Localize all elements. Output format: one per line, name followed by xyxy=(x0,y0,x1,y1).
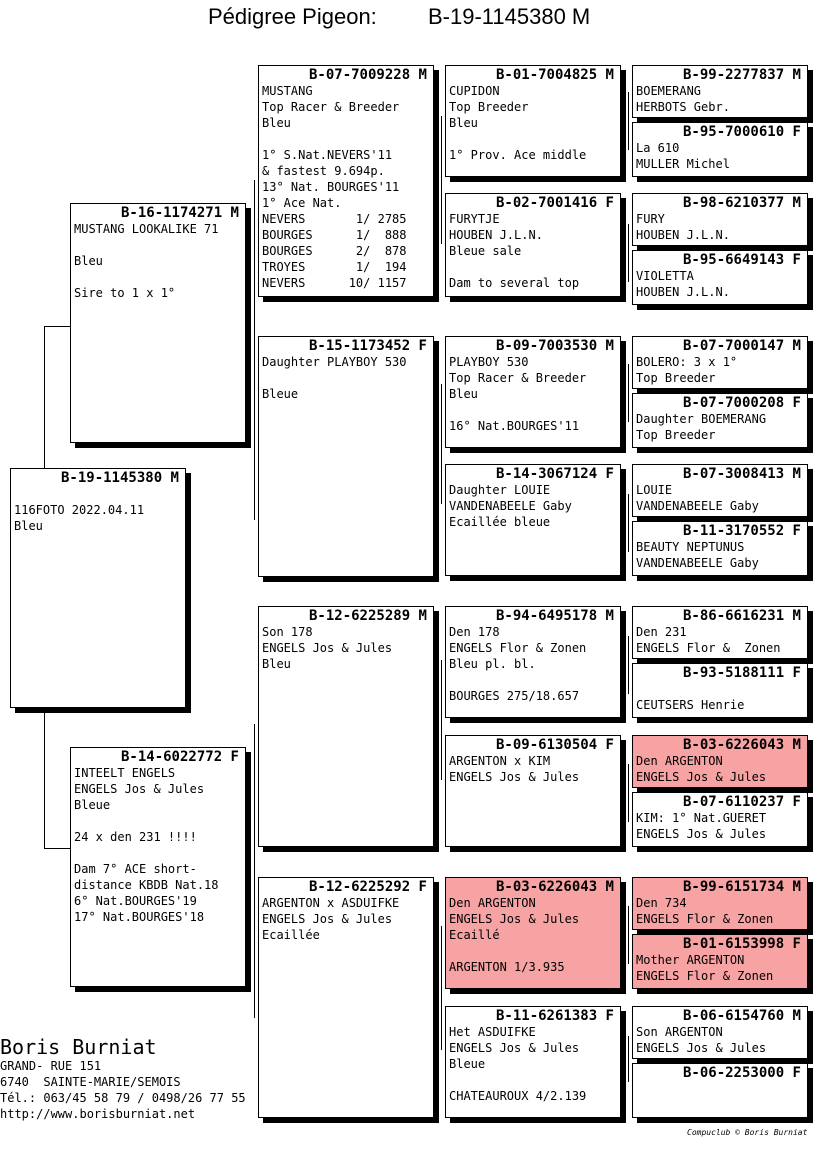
detail-line: ENGELS Jos & Jules xyxy=(262,641,393,655)
detail-line: Top Breeder xyxy=(636,371,716,385)
ring-number: B-02-7001416 F xyxy=(495,195,614,211)
detail-line xyxy=(636,681,804,697)
pigeon-card-gen4[interactable] xyxy=(632,464,808,517)
detail-line: Bleu xyxy=(449,387,478,401)
detail-line xyxy=(14,486,182,502)
pigeon-card-grandparent[interactable] xyxy=(258,606,434,847)
ring-number: B-14-3067124 F xyxy=(495,466,614,482)
pigeon-details xyxy=(446,354,620,434)
ring-number: B-07-7000208 F xyxy=(682,395,801,411)
ring-number: B-98-6210377 M xyxy=(682,195,801,211)
detail-line xyxy=(74,237,242,253)
pigeon-details xyxy=(633,140,807,172)
detail-line: 24 x den 231 !!!! xyxy=(74,830,197,844)
connector-line xyxy=(44,326,45,468)
detail-line xyxy=(449,1072,617,1088)
pigeon-card-gen4[interactable] xyxy=(632,606,808,659)
detail-line: BEAUTY NEPTUNUS xyxy=(636,540,745,554)
software-credit: Compuclub © Boris Burniat xyxy=(687,1128,808,1137)
ring-number: B-09-7003530 M xyxy=(495,338,614,354)
detail-line: Top Racer & Breeder xyxy=(262,100,400,114)
detail-line: HERBOTS Gebr. xyxy=(636,100,730,114)
detail-line: MUSTANG LOOKALIKE 71 xyxy=(74,222,219,236)
pigeon-details xyxy=(633,753,807,785)
ring-number: B-03-6226043 M xyxy=(495,879,614,895)
detail-line: 13° Nat. BOURGES'11 xyxy=(262,180,400,194)
detail-line: ENGELS Jos & Jules xyxy=(449,912,580,926)
ring-number: B-07-7009228 M xyxy=(308,67,427,83)
detail-line: 1° Prov. Ace middle xyxy=(449,148,587,162)
connector-line xyxy=(254,724,255,1018)
ring-number: B-94-6495178 M xyxy=(495,608,614,624)
detail-line xyxy=(74,845,242,861)
detail-line: 17° Nat.BOURGES'18 xyxy=(74,910,205,924)
connector-line xyxy=(44,326,70,327)
pigeon-card-gen4[interactable] xyxy=(632,1006,808,1059)
detail-line: Bleue sale xyxy=(449,244,522,258)
connector-line xyxy=(441,660,442,780)
ring-number: B-09-6130504 F xyxy=(495,737,614,753)
ring-number: B-14-6022772 F xyxy=(120,749,239,765)
detail-line: ENGELS Flor & Zonen xyxy=(636,969,774,983)
ring-number: B-95-7000610 F xyxy=(682,124,801,140)
detail-line: Den 734 xyxy=(636,896,687,910)
detail-line: Den 231 xyxy=(636,625,687,639)
pigeon-details xyxy=(633,952,807,984)
pigeon-details xyxy=(259,895,433,943)
breeder-address: GRAND- RUE 151 xyxy=(0,1059,102,1073)
pigeon-details xyxy=(633,411,807,443)
detail-line: Son 178 xyxy=(262,625,313,639)
connector-line xyxy=(44,708,45,848)
detail-line: FURY xyxy=(636,212,665,226)
pigeon-details xyxy=(633,354,807,386)
pigeon-card-gen4[interactable] xyxy=(632,877,808,930)
detail-line: CEUTSERS Henrie xyxy=(636,698,745,712)
breeder-city: 6740 SAINTE-MARIE/SEMOIS xyxy=(0,1075,181,1089)
detail-line: PLAYBOY 530 xyxy=(449,355,529,369)
detail-line: MULLER Michel xyxy=(636,157,730,171)
detail-line: BOURGES 1/ 888 xyxy=(262,228,407,242)
connector-line xyxy=(628,636,629,694)
detail-line: 116FOTO 2022.04.11 xyxy=(14,503,145,517)
detail-line: NEVERS 10/ 1157 xyxy=(262,276,407,290)
detail-line: FURYTJE xyxy=(449,212,500,226)
ring-number: B-06-6154760 M xyxy=(682,1008,801,1024)
detail-line: & fastest 9.694p. xyxy=(262,164,385,178)
detail-line: ARGENTON 1/3.935 xyxy=(449,960,565,974)
ring-number: B-07-6110237 F xyxy=(682,794,801,810)
detail-line: Bleue xyxy=(449,1057,486,1071)
ring-number: B-06-2253000 F xyxy=(682,1065,801,1081)
detail-line: 1° Ace Nat. xyxy=(262,196,342,210)
detail-line: BOLERO: 3 x 1° xyxy=(636,355,738,369)
detail-line: Ecaillée bleue xyxy=(449,515,551,529)
detail-line: Bleu xyxy=(262,657,291,671)
pigeon-card-gen4[interactable] xyxy=(632,250,808,305)
pigeon-card-gen4[interactable] xyxy=(632,65,808,118)
detail-line: ARGENTON x KIM xyxy=(449,754,551,768)
ring-number: B-07-3008413 M xyxy=(682,466,801,482)
detail-line: VANDENABEELE Gaby xyxy=(449,499,572,513)
ring-number: B-12-6225292 F xyxy=(308,879,427,895)
detail-line: HOUBEN J.L.N. xyxy=(449,228,543,242)
pigeon-details xyxy=(446,624,620,704)
pigeon-details xyxy=(71,765,245,925)
pigeon-card-dam[interactable] xyxy=(70,747,246,987)
pigeon-details xyxy=(259,83,433,291)
detail-line: La 610 xyxy=(636,141,680,155)
detail-line: Bleue xyxy=(74,798,111,812)
ring-number: B-99-6151734 M xyxy=(682,879,801,895)
detail-line xyxy=(262,370,430,386)
detail-line: Top Breeder xyxy=(449,100,529,114)
ring-number: B-07-7000147 M xyxy=(682,338,801,354)
pigeon-card-great-grandparent[interactable] xyxy=(445,336,621,448)
pigeon-details xyxy=(633,482,807,514)
detail-line: ENGELS Jos & Jules xyxy=(74,782,205,796)
detail-line: Bleue xyxy=(262,387,299,401)
detail-line: ENGELS Flor & Zonen xyxy=(449,641,587,655)
detail-line xyxy=(449,943,617,959)
pigeon-card-great-grandparent[interactable] xyxy=(445,464,621,576)
pigeon-card-subject[interactable] xyxy=(10,468,186,708)
detail-line: ENGELS Jos & Jules xyxy=(636,770,767,784)
pigeon-card-gen4[interactable] xyxy=(632,663,808,718)
detail-line: ARGENTON x ASDUIFKE xyxy=(262,896,400,910)
detail-line: Sire to 1 x 1° xyxy=(74,286,176,300)
pigeon-card-grandparent[interactable] xyxy=(258,65,434,297)
detail-line xyxy=(74,269,242,285)
pigeon-details xyxy=(446,1024,620,1104)
detail-line: BOURGES 275/18.657 xyxy=(449,689,580,703)
detail-line: Bleu xyxy=(449,116,478,130)
detail-line: NEVERS 1/ 2785 xyxy=(262,212,407,226)
title-label: Pédigree Pigeon: xyxy=(208,4,377,29)
detail-line: Den 178 xyxy=(449,625,500,639)
pigeon-card-sire[interactable] xyxy=(70,203,246,443)
ring-number: B-03-6226043 M xyxy=(682,737,801,753)
detail-line: ENGELS Flor & Zonen xyxy=(636,641,781,655)
connector-line xyxy=(628,764,629,822)
ring-number: B-01-7004825 M xyxy=(495,67,614,83)
detail-line xyxy=(449,402,617,418)
ring-number: B-19-1145380 M xyxy=(60,470,179,486)
detail-line: ENGELS Jos & Jules xyxy=(262,912,393,926)
detail-line: BOURGES 2/ 878 xyxy=(262,244,407,258)
pigeon-card-gen4[interactable] xyxy=(632,122,808,177)
breeder-name: Boris Burniat xyxy=(0,1035,157,1059)
detail-line: Bleu xyxy=(74,254,103,268)
detail-line: Bleu pl. bl. xyxy=(449,657,536,671)
title-ring-number: B-19-1145380 M xyxy=(428,4,591,29)
detail-line: VANDENABEELE Gaby xyxy=(636,499,759,513)
pigeon-details xyxy=(446,211,620,291)
pigeon-card-grandparent[interactable] xyxy=(258,336,434,577)
detail-line: Bleu xyxy=(14,519,43,533)
detail-line: Ecaillé xyxy=(449,928,500,942)
ring-number: B-99-2277837 M xyxy=(682,67,801,83)
detail-line: 1° S.Nat.NEVERS'11 xyxy=(262,148,393,162)
detail-line: Daughter LOUIE xyxy=(449,483,551,497)
pigeon-details xyxy=(446,895,620,975)
detail-line xyxy=(449,131,617,147)
connector-line xyxy=(628,906,629,964)
pigeon-details xyxy=(259,624,433,672)
pigeon-details xyxy=(633,211,807,243)
detail-line: Ecaillée xyxy=(262,928,320,942)
ring-number: B-01-6153998 F xyxy=(682,936,801,952)
detail-line: ENGELS Jos & Jules xyxy=(449,1041,580,1055)
pigeon-card-gen4[interactable] xyxy=(632,792,808,847)
detail-line: Dam to several top xyxy=(449,276,580,290)
detail-line: LOUIE xyxy=(636,483,673,497)
ring-number: B-86-6616231 M xyxy=(682,608,801,624)
breeder-info xyxy=(0,1036,246,1122)
connector-line xyxy=(628,364,629,422)
pigeon-details xyxy=(633,539,807,571)
pigeon-details xyxy=(446,753,620,785)
detail-line: VIOLETTA xyxy=(636,269,694,283)
connector-line xyxy=(628,494,629,552)
ring-number: B-11-6261383 F xyxy=(495,1008,614,1024)
pigeon-details xyxy=(259,354,433,402)
detail-line: Bleu xyxy=(262,116,291,130)
detail-line: Son ARGENTON xyxy=(636,1025,723,1039)
pigeon-card-gen4[interactable] xyxy=(632,393,808,448)
pigeon-card-grandparent[interactable] xyxy=(258,877,434,1118)
ring-number: B-15-1173452 F xyxy=(308,338,427,354)
detail-line: Top Racer & Breeder xyxy=(449,371,587,385)
detail-line: VANDENABEELE Gaby xyxy=(636,556,759,570)
page-title xyxy=(0,4,816,32)
pigeon-details xyxy=(633,810,807,842)
detail-line: 6° Nat.BOURGES'19 xyxy=(74,894,197,908)
detail-line: MUSTANG xyxy=(262,84,313,98)
pigeon-card-great-grandparent[interactable] xyxy=(445,606,621,718)
detail-line: distance KBDB Nat.18 xyxy=(74,878,219,892)
ring-number: B-16-1174271 M xyxy=(120,205,239,221)
pigeon-card-great-grandparent[interactable] xyxy=(445,735,621,847)
detail-line: Daughter PLAYBOY 530 xyxy=(262,355,407,369)
detail-line: ENGELS Jos & Jules xyxy=(636,1041,767,1055)
detail-line: HOUBEN J.L.N. xyxy=(636,228,730,242)
detail-line: HOUBEN J.L.N. xyxy=(636,285,730,299)
detail-line xyxy=(449,672,617,688)
pigeon-details xyxy=(633,83,807,115)
pigeon-details xyxy=(633,681,807,713)
detail-line xyxy=(74,813,242,829)
pigeon-card-great-grandparent[interactable] xyxy=(445,65,621,177)
connector-line xyxy=(628,224,629,282)
connector-line xyxy=(441,384,442,504)
pigeon-card-gen4[interactable] xyxy=(632,521,808,576)
pigeon-details xyxy=(446,482,620,530)
ring-number: B-12-6225289 M xyxy=(308,608,427,624)
detail-line: Daughter BOEMERANG xyxy=(636,412,767,426)
pigeon-details xyxy=(633,1024,807,1056)
detail-line: ENGELS Flor & Zonen xyxy=(636,912,774,926)
connector-line xyxy=(628,92,629,150)
connector-line xyxy=(44,848,70,849)
pigeon-card-gen4[interactable] xyxy=(632,1063,808,1118)
detail-line: 16° Nat.BOURGES'11 xyxy=(449,419,580,433)
ring-number: B-95-6649143 F xyxy=(682,252,801,268)
ring-number: B-93-5188111 F xyxy=(682,665,801,681)
pigeon-card-great-grandparent[interactable] xyxy=(445,193,621,297)
detail-line: Het ASDUIFKE xyxy=(449,1025,536,1039)
pigeon-details xyxy=(633,895,807,927)
detail-line: INTEELT ENGELS xyxy=(74,766,176,780)
connector-line xyxy=(441,116,442,244)
pigeon-card-gen4[interactable] xyxy=(632,934,808,989)
pigeon-card-gen4[interactable] xyxy=(632,735,808,788)
detail-line xyxy=(449,259,617,275)
pigeon-details xyxy=(446,83,620,163)
detail-line xyxy=(262,131,430,147)
pigeon-details xyxy=(633,624,807,656)
pigeon-card-gen4[interactable] xyxy=(632,193,808,246)
detail-line: BOEMERANG xyxy=(636,84,702,98)
pigeon-details xyxy=(633,268,807,300)
detail-line: ENGELS Jos & Jules xyxy=(636,827,767,841)
ring-number: B-11-3170552 F xyxy=(682,523,801,539)
detail-line: CHATEAUROUX 4/2.139 xyxy=(449,1089,587,1103)
detail-line: Dam 7° ACE short- xyxy=(74,862,197,876)
detail-line: Top Breeder xyxy=(636,428,716,442)
breeder-website[interactable]: http://www.borisburniat.net xyxy=(0,1107,196,1121)
detail-line: ENGELS Jos & Jules xyxy=(449,770,580,784)
detail-line: KIM: 1° Nat.GUERET xyxy=(636,811,767,825)
detail-line: CUPIDON xyxy=(449,84,500,98)
pigeon-card-gen4[interactable] xyxy=(632,336,808,389)
pigeon-card-great-grandparent[interactable] xyxy=(445,1006,621,1118)
pigeon-card-great-grandparent[interactable] xyxy=(445,877,621,989)
detail-line: Mother ARGENTON xyxy=(636,953,745,967)
breeder-phone: Tél.: 063/45 58 79 / 0498/26 77 55 xyxy=(0,1091,246,1105)
detail-line: Den ARGENTON xyxy=(449,896,536,910)
pigeon-details xyxy=(11,486,185,534)
connector-line xyxy=(441,926,442,1050)
detail-line: TROYES 1/ 194 xyxy=(262,260,407,274)
pigeon-details xyxy=(71,221,245,301)
connector-line xyxy=(254,180,255,520)
detail-line: Den ARGENTON xyxy=(636,754,723,768)
connector-line xyxy=(628,1036,629,1082)
